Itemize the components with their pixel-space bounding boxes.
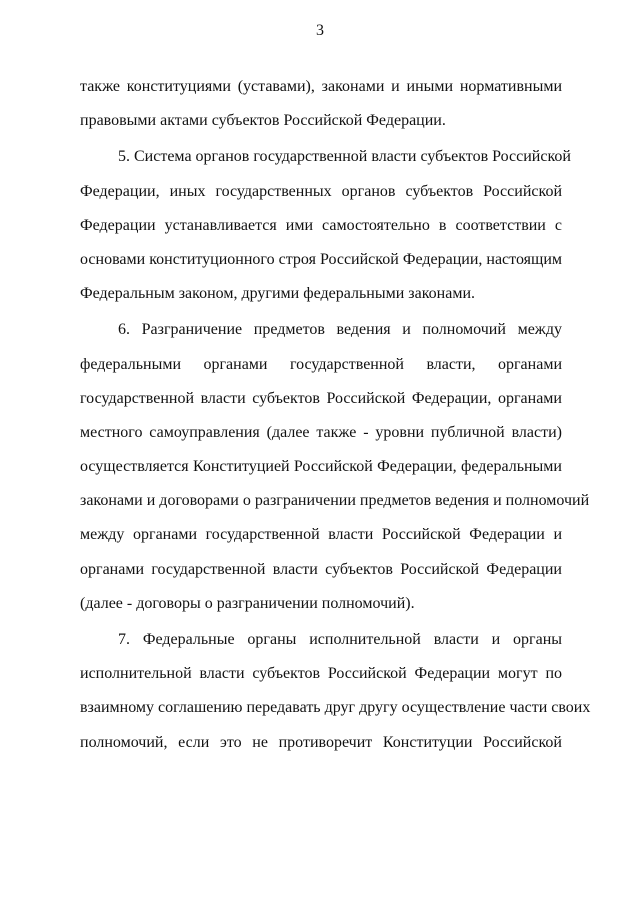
text-line: 6. Разграничение предметов ведения и полномочий между [118, 321, 562, 339]
text-line: федеральными органами государственной власти, органами [80, 355, 562, 373]
text-line: между органами государственной власти Российской Федерации и [80, 526, 562, 544]
paragraph [80, 313, 590, 621]
page-number: 3 [316, 22, 324, 39]
text-line: 7. Федеральные органы исполнительной власти и органы [118, 631, 562, 648]
text-line: правовыми актами субъектов Российской Федерации. [80, 112, 446, 130]
paragraph [80, 623, 591, 760]
text-line: законами и договорами о разграничении предметов ведения и полномочий [80, 492, 590, 510]
text-line: Федерации, иных государственных органов субъектов Российской [80, 182, 562, 200]
text-line: основами конституционного строя Российской Федерации, настоящим [80, 250, 562, 268]
text-line: взаимному соглашению передавать друг другу осуществление части своих [80, 699, 591, 717]
document-body [80, 70, 591, 760]
paragraph [80, 70, 562, 138]
text-line: местного самоуправления (далее также - уровни публичной власти) [80, 423, 562, 441]
text-line: осуществляется Конституцией Российской Федерации, федеральными [80, 458, 562, 476]
text-line: исполнительной власти субъектов Российской Федерации могут по [80, 665, 562, 683]
text-line: полномочий, если это не противоречит Конституции Российской [80, 733, 562, 751]
text-line: органами государственной власти субъектов Российской Федерации [80, 560, 562, 578]
text-line: также конституциями (уставами), законами и иными нормативными [80, 78, 562, 95]
text-line: 5. Система органов государственной власти субъектов Российской [118, 148, 571, 166]
paragraph [80, 140, 571, 311]
text-line: (далее - договоры о разграничении полномочий). [80, 594, 415, 612]
text-line: государственной власти субъектов Российской Федерации, органами [80, 389, 562, 407]
text-line: Федеральным законом, другими федеральными законами. [80, 285, 475, 303]
text-line: Федерации устанавливается ими самостоятельно в соответствии с [80, 216, 562, 234]
